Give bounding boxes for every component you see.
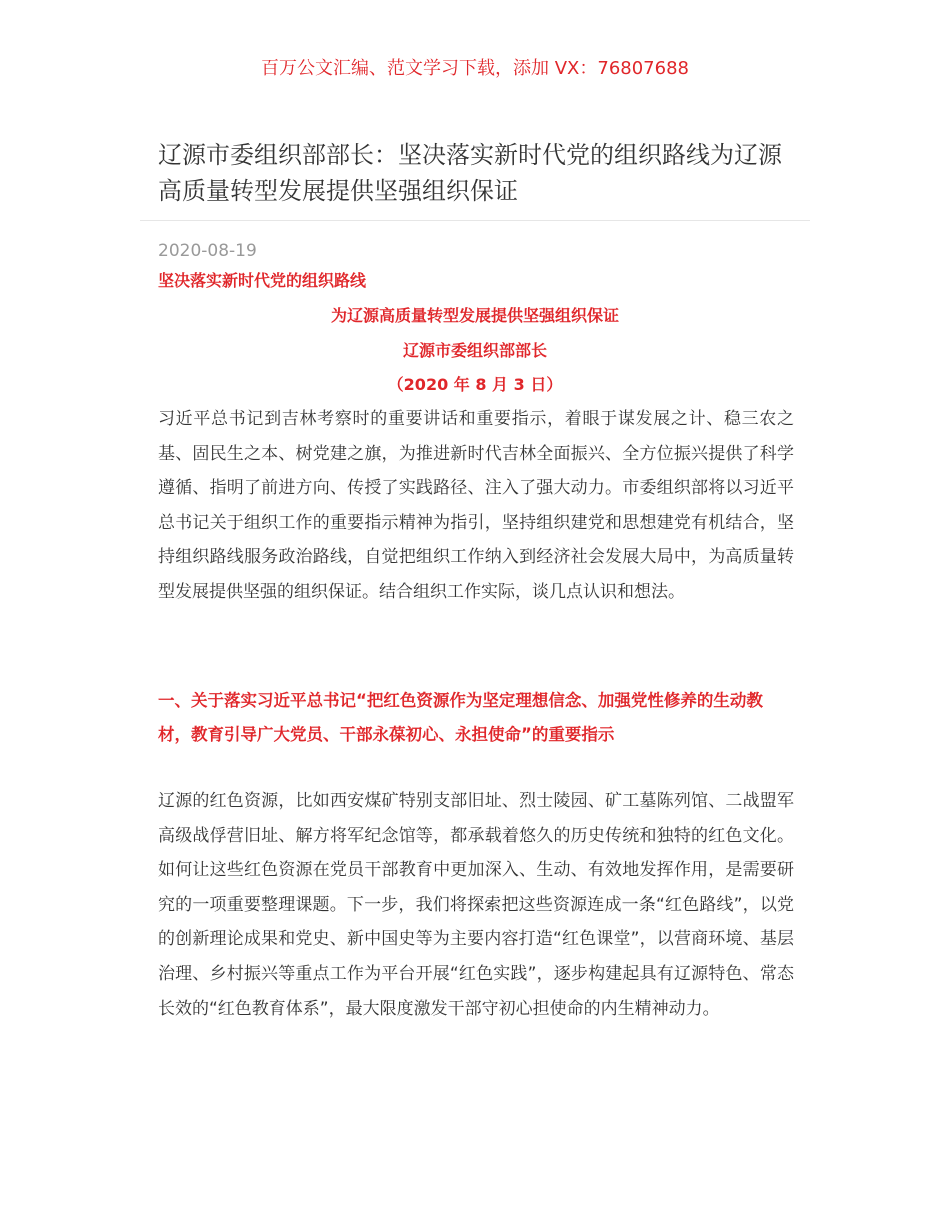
promo-banner: 百万公文汇编、范文学习下载，添加 VX：76807688: [261, 58, 689, 79]
publish-date: 2020-08-19: [158, 241, 257, 261]
section-1-heading: 一、关于落实习近平总书记“把红色资源作为坚定理想信念、加强党性修养的生动教材，教育引导广大党员、干部永葆初心、永担使命”的重要指示: [158, 691, 763, 744]
intro-paragraph: 习近平总书记到吉林考察时的重要讲话和重要指示，着眼于谋发展之计、稳三农之基、固民生之本、树党建之旗，为推进新时代吉林全面振兴、全方位振兴提供了科学遵循、指明了前进方向、传授了实践路径、注入了强大动力。市委组织部将以习近平总书记关于组织工作的重要指示精神为指引，坚持组织建党和思想建党有机结合，坚持组织路线服务政治路线，自觉把组织工作纳入到经济社会发展大局中，为高质量转型发展提供坚强的组织保证。结合组织工作实际，谈几点认识和想法。: [158, 409, 794, 602]
article-title: 辽源市委组织部部长：坚决落实新时代党的组织路线为辽源高质量转型发展提供坚强组织保证: [158, 141, 782, 205]
title-divider: [140, 220, 810, 221]
author-line: 辽源市委组织部部长: [402, 341, 547, 360]
section-1-paragraph: 辽源的红色资源，比如西安煤矿特别支部旧址、烈士陵园、矿工墓陈列馆、二战盟军高级战俘营旧址、解方将军纪念馆等，都承载着悠久的历史传统和独特的红色文化。如何让这些红色资源在党员干部教育中更加深入、生动、有效地发挥作用，是需要研究的一项重要整理课题。下一步，我们将探索把这些资源连成一条“红色路线”，以党的创新理论成果和党史、新中国史等为主要内容打造“红色课堂”，以营商环境、基层治理、乡村振兴等重点工作为平台开展“红色实践”，逐步构建起具有辽源特色、常态长效的“红色教育体系”，最大限度激发干部守初心担使命的内生精神动力。: [158, 791, 794, 1019]
subtitle-line-1: 坚决落实新时代党的组织路线: [158, 271, 367, 290]
subtitle-line-2: 为辽源高质量转型发展提供坚强组织保证: [330, 306, 619, 325]
speech-date-line: （2020 年 8 月 3 日）: [387, 375, 563, 394]
